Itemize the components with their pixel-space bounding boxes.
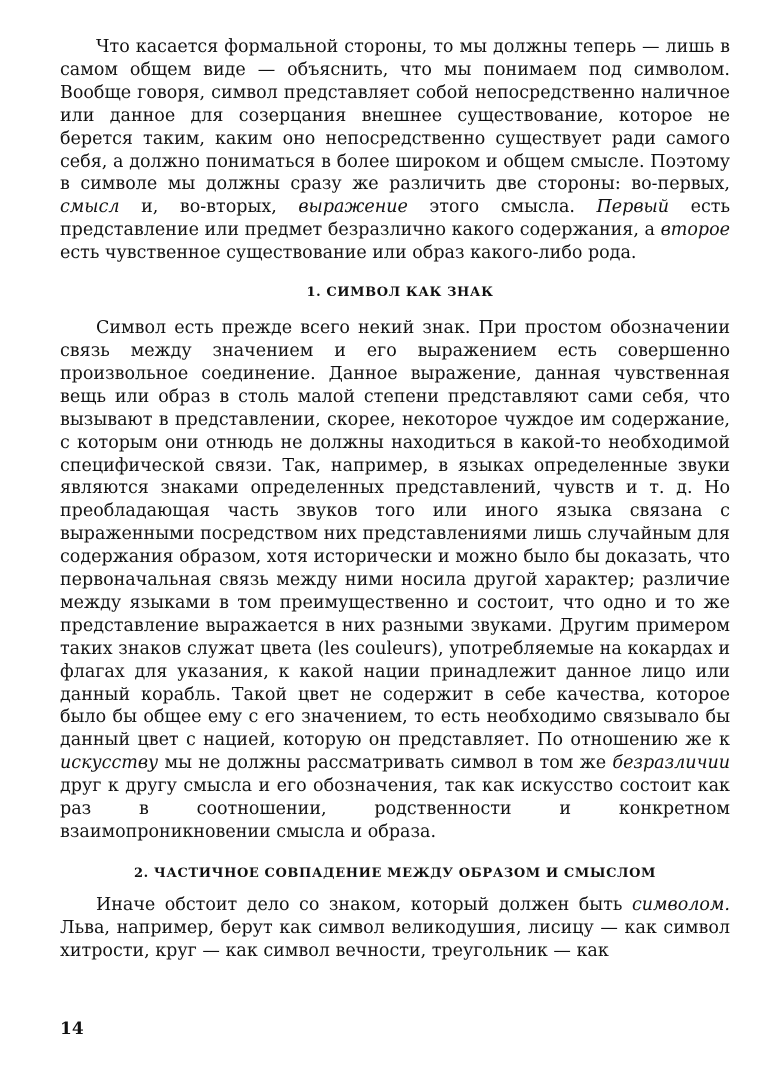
emphasis-meaning: смысл <box>60 197 120 218</box>
paragraph-partial-coincidence: Иначе обстоит дело со знаком, который должен быть символом. Льва, например, берут как символ великодушия, лисицу — как символ хитрости, круг — как символ вечности, треугольник — как <box>60 894 730 961</box>
emphasis-first: Первый <box>596 197 670 218</box>
section-heading-symbol-as-sign: 1. СИМВОЛ КАК ЗНАК <box>306 285 494 301</box>
paragraph-formal-side: Что касается формальной стороны, то мы должны теперь — лишь в самом общем виде — объяснить, что мы понимаем под символом. Вообще говоря, символ представляет собой непосредственно наличное или данное для созерцания внешнее существование, которое не берется таким, каким оно непосредственно существует ради самого себя, а должно пониматься в более широком и общем смысле. Поэтому в символе мы должны сразу же различить две стороны: во-первых, смысл и, во-вторых, выражение этого смысла. Первый есть представление или предмет безразлично какого содержания, а второе есть чувственное существование или образ какого-либо рода. <box>60 37 730 264</box>
emphasis-expression: выражение <box>298 197 408 218</box>
emphasis-indifference: безразличии <box>612 753 730 774</box>
page-number: 14 <box>60 1019 84 1039</box>
emphasis-art: искусству <box>60 753 159 774</box>
paragraph-symbol-as-sign: Символ есть прежде всего некий знак. При простом обозначении связь между значением и его выражением есть совершенно произвольное соединение. Данное выражение, данная чувственная вещь или образ в столь малой степени представляют сами себя, что вызывают в представлении, скорее, некоторое чуждое им содержание, с которым они отнюдь не должны находиться в какой-то необходимой специфической связи. Так, например, в языках определенные звуки являются знаками определенных представлений, чувств и т. д. Но преобладающая часть звуков того или иного языка связана с выраженными посредством них представлениями лишь случайным для содержания образом, хотя исторически и можно было бы доказать, что первоначальная связь между ними носила другой характер; различие между языками в том преимущественно и состоит, что одно и то же представление выражается в них разными звуками. Другим примером таких знаков служат цвета (les couleurs), употребляемые на кокардах и флагах для указания, к какой нации принадлежит данное лицо или данный корабль. Такой цвет не содержит в себе качества, которое было бы общее ему с его значением, то есть необходимо связывало бы данный цвет с нацией, которую он представляет. По отношению же к искусству мы не должны рассматривать символ в том же безразличии друг к другу смысла и его обозначения, так как искусство состоит как раз в соотношении, родственности и конкретном взаимопроникновении смысла и образа. <box>60 318 730 842</box>
section-heading-partial-coincidence: 2. ЧАСТИЧНОЕ СОВПАДЕНИЕ МЕЖДУ ОБРАЗОМ И СМЫСЛОМ <box>133 865 657 881</box>
emphasis-second: второе <box>660 220 730 241</box>
emphasis-symbol: символом. <box>631 894 730 915</box>
